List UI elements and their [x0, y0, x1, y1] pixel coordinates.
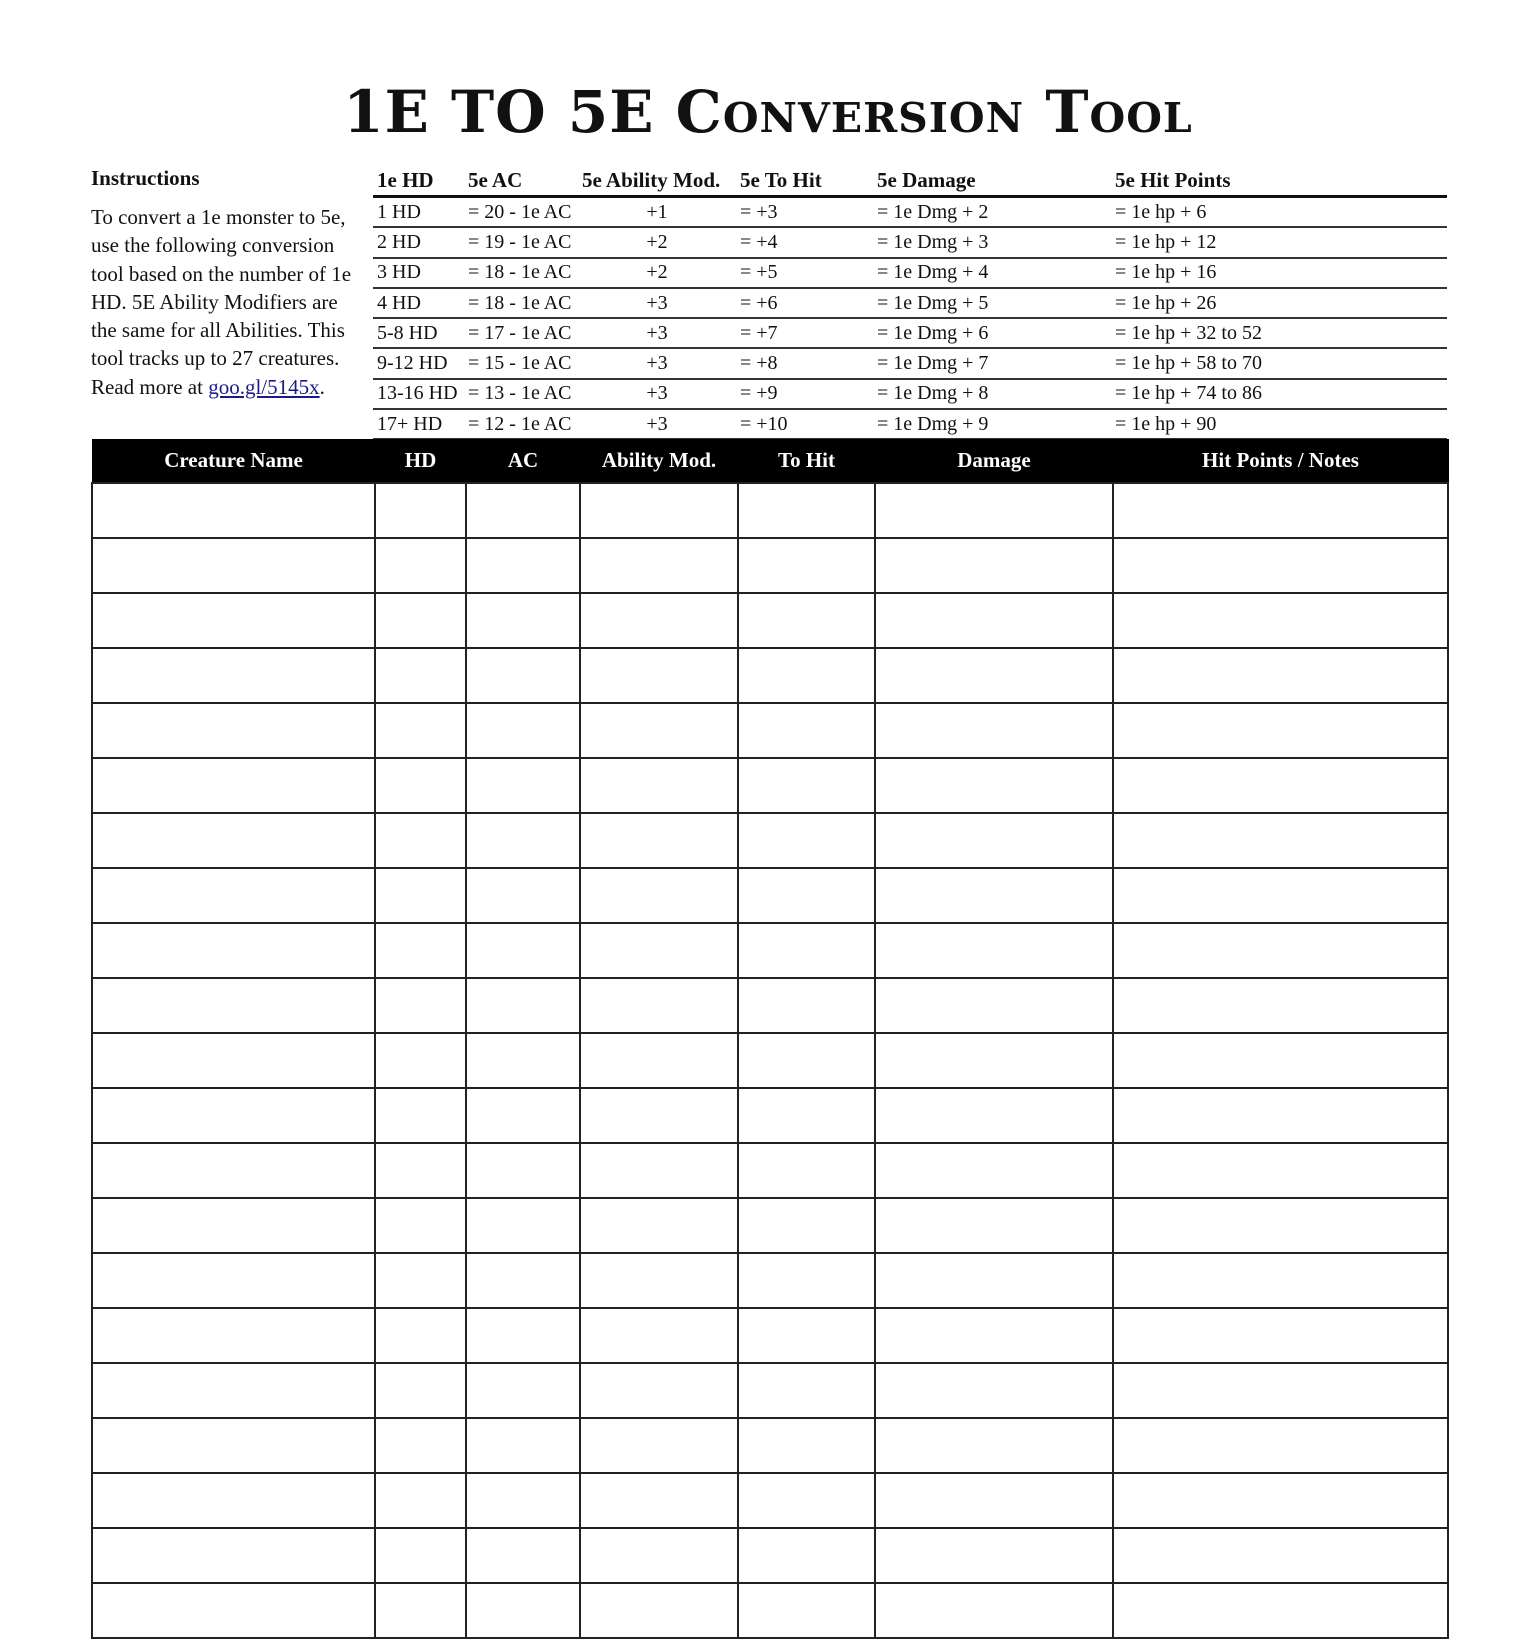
tracker-cell[interactable]	[466, 1308, 580, 1363]
tracker-header-cell: Damage	[875, 439, 1113, 483]
instructions-end: .	[319, 374, 325, 399]
ref-cell: = 1e Dmg + 3	[873, 227, 1111, 257]
tracker-cell[interactable]	[1113, 978, 1448, 1033]
tracker-cell[interactable]	[580, 813, 738, 868]
ref-cell: = 1e hp + 6	[1111, 197, 1447, 228]
tracker-cell[interactable]	[580, 703, 738, 758]
tracker-cell[interactable]	[580, 483, 738, 538]
tracker-row	[92, 1143, 1448, 1198]
ref-cell: = +5	[736, 258, 873, 288]
tracker-cell[interactable]	[875, 1253, 1113, 1308]
ref-cell: = 1e Dmg + 7	[873, 348, 1111, 378]
tracker-cell[interactable]	[92, 648, 375, 703]
tracker-cell[interactable]	[466, 483, 580, 538]
ref-cell: = 1e hp + 32 to 52	[1111, 318, 1447, 348]
tracker-cell[interactable]	[92, 1143, 375, 1198]
tracker-cell[interactable]	[1113, 1363, 1448, 1418]
ref-cell: = +10	[736, 409, 873, 439]
tracker-cell[interactable]	[580, 1253, 738, 1308]
tracker-cell[interactable]	[466, 813, 580, 868]
instructions-text	[91, 203, 361, 401]
tracker-cell[interactable]	[875, 1583, 1113, 1638]
ref-cell: = 18 - 1e AC	[464, 258, 578, 288]
tracker-cell[interactable]	[466, 538, 580, 593]
tracker-cell[interactable]	[466, 1418, 580, 1473]
tracker-cell[interactable]	[466, 1528, 580, 1583]
tracker-cell[interactable]	[375, 1308, 466, 1363]
ref-cell: +3	[578, 379, 736, 409]
tracker-cell[interactable]	[92, 703, 375, 758]
tracker-cell[interactable]	[1113, 868, 1448, 923]
tracker-cell[interactable]	[1113, 538, 1448, 593]
tracker-cell[interactable]	[1113, 923, 1448, 978]
tracker-cell[interactable]	[738, 1198, 875, 1253]
tracker-row	[92, 1528, 1448, 1583]
ref-cell: +1	[578, 197, 736, 228]
tracker-cell[interactable]	[375, 1418, 466, 1473]
tracker-cell[interactable]	[375, 758, 466, 813]
tracker-cell[interactable]	[738, 1583, 875, 1638]
tracker-cell[interactable]	[375, 1143, 466, 1198]
tracker-cell[interactable]	[1113, 593, 1448, 648]
tracker-cell[interactable]	[92, 593, 375, 648]
ref-cell: +2	[578, 258, 736, 288]
ref-cell: = +4	[736, 227, 873, 257]
tracker-cell[interactable]	[92, 1308, 375, 1363]
ref-cell: = 1e hp + 26	[1111, 288, 1447, 318]
tracker-cell[interactable]	[375, 813, 466, 868]
tracker-cell[interactable]	[875, 1088, 1113, 1143]
ref-header-cell: 5e To Hit	[736, 166, 873, 197]
tracker-row	[92, 923, 1448, 978]
tracker-cell[interactable]	[580, 978, 738, 1033]
ref-cell: = 1e hp + 58 to 70	[1111, 348, 1447, 378]
tracker-cell[interactable]	[580, 648, 738, 703]
tracker-row	[92, 648, 1448, 703]
ref-header-cell: 5e Damage	[873, 166, 1111, 197]
tracker-row	[92, 978, 1448, 1033]
tracker-cell[interactable]	[375, 868, 466, 923]
tracker-cell[interactable]	[466, 1033, 580, 1088]
tracker-cell[interactable]	[875, 868, 1113, 923]
tracker-row	[92, 1033, 1448, 1088]
ref-cell: = 17 - 1e AC	[464, 318, 578, 348]
ref-cell: = +7	[736, 318, 873, 348]
page-title	[0, 78, 1536, 146]
tracker-row	[92, 1583, 1448, 1638]
tracker-cell[interactable]	[875, 1363, 1113, 1418]
tracker-row	[92, 1473, 1448, 1528]
tracker-row	[92, 593, 1448, 648]
ref-row	[373, 379, 1447, 409]
tracker-cell[interactable]	[466, 1253, 580, 1308]
tracker-cell[interactable]	[580, 593, 738, 648]
tracker-cell[interactable]	[580, 1418, 738, 1473]
tracker-cell[interactable]	[466, 1088, 580, 1143]
tracker-cell[interactable]	[1113, 1473, 1448, 1528]
tracker-cell[interactable]	[580, 868, 738, 923]
tracker-cell[interactable]	[875, 1418, 1113, 1473]
tracker-cell[interactable]	[375, 1088, 466, 1143]
ref-row	[373, 258, 1447, 288]
tracker-cell[interactable]	[875, 813, 1113, 868]
ref-cell: = 13 - 1e AC	[464, 379, 578, 409]
ref-cell: = +3	[736, 197, 873, 228]
tracker-cell[interactable]	[1113, 1418, 1448, 1473]
ref-row	[373, 318, 1447, 348]
tracker-cell[interactable]	[466, 1583, 580, 1638]
tracker-cell[interactable]	[375, 1033, 466, 1088]
tracker-cell[interactable]	[875, 593, 1113, 648]
read-more-link[interactable]: goo.gl/5145x	[208, 374, 320, 399]
ref-cell: 4 HD	[373, 288, 464, 318]
tracker-cell[interactable]	[738, 923, 875, 978]
tracker-cell[interactable]	[466, 923, 580, 978]
ref-cell: = 1e Dmg + 4	[873, 258, 1111, 288]
tracker-cell[interactable]	[92, 1033, 375, 1088]
tracker-cell[interactable]	[375, 593, 466, 648]
tracker-row	[92, 1418, 1448, 1473]
tracker-header-cell: Creature Name	[92, 439, 375, 483]
tracker-cell[interactable]	[92, 1473, 375, 1528]
ref-cell: +2	[578, 227, 736, 257]
tracker-cell[interactable]	[1113, 483, 1448, 538]
tracker-row	[92, 1363, 1448, 1418]
tracker-cell[interactable]	[875, 978, 1113, 1033]
title-part1: 1E TO 5E	[343, 78, 676, 146]
tracker-cell[interactable]	[875, 703, 1113, 758]
tracker-cell[interactable]	[375, 648, 466, 703]
tracker-row	[92, 703, 1448, 758]
tracker-cell[interactable]	[738, 538, 875, 593]
tracker-header-cell: Hit Points / Notes	[1113, 439, 1448, 483]
tracker-cell[interactable]	[1113, 1033, 1448, 1088]
tracker-cell[interactable]	[875, 1473, 1113, 1528]
tracker-cell[interactable]	[580, 1198, 738, 1253]
tracker-header-cell: To Hit	[738, 439, 875, 483]
tracker-cell[interactable]	[466, 758, 580, 813]
ref-cell: = 1e Dmg + 5	[873, 288, 1111, 318]
ref-header-cell: 1e HD	[373, 166, 464, 197]
tracker-header-cell: Ability Mod.	[580, 439, 738, 483]
tracker-cell[interactable]	[92, 1418, 375, 1473]
tracker-cell[interactable]	[580, 1363, 738, 1418]
tracker-cell[interactable]	[1113, 1308, 1448, 1363]
tracker-cell[interactable]	[375, 538, 466, 593]
tracker-cell[interactable]	[375, 1198, 466, 1253]
ref-cell: +3	[578, 288, 736, 318]
tracker-cell[interactable]	[1113, 703, 1448, 758]
tracker-cell[interactable]	[466, 868, 580, 923]
ref-cell: = 12 - 1e AC	[464, 409, 578, 439]
ref-cell: = 1e hp + 74 to 86	[1111, 379, 1447, 409]
tracker-cell[interactable]	[1113, 1198, 1448, 1253]
tracker-cell[interactable]	[580, 1528, 738, 1583]
tracker-cell[interactable]	[375, 923, 466, 978]
tracker-cell[interactable]	[1113, 1253, 1448, 1308]
tracker-header-cell: AC	[466, 439, 580, 483]
tracker-cell[interactable]	[375, 483, 466, 538]
ref-header-cell: 5e AC	[464, 166, 578, 197]
ref-cell: 9-12 HD	[373, 348, 464, 378]
ref-cell: 17+ HD	[373, 409, 464, 439]
creature-tracker-table	[91, 439, 1449, 1639]
tracker-cell[interactable]	[92, 483, 375, 538]
tracker-cell[interactable]	[738, 648, 875, 703]
tracker-cell[interactable]	[738, 1033, 875, 1088]
tracker-cell[interactable]	[738, 978, 875, 1033]
title-part2: Conversion Tool	[675, 78, 1193, 146]
tracker-cell[interactable]	[466, 703, 580, 758]
tracker-cell[interactable]	[738, 1473, 875, 1528]
tracker-cell[interactable]	[92, 978, 375, 1033]
tracker-row	[92, 483, 1448, 538]
tracker-cell[interactable]	[738, 758, 875, 813]
tracker-cell[interactable]	[580, 1088, 738, 1143]
ref-cell: = 1e Dmg + 9	[873, 409, 1111, 439]
ref-cell: = +9	[736, 379, 873, 409]
tracker-cell[interactable]	[580, 758, 738, 813]
tracker-cell[interactable]	[738, 483, 875, 538]
tracker-cell[interactable]	[875, 1143, 1113, 1198]
tracker-cell[interactable]	[580, 1583, 738, 1638]
tracker-cell[interactable]	[738, 813, 875, 868]
tracker-cell[interactable]	[92, 1528, 375, 1583]
tracker-cell[interactable]	[580, 538, 738, 593]
tracker-cell[interactable]	[875, 1033, 1113, 1088]
tracker-cell[interactable]	[580, 1308, 738, 1363]
ref-cell: = 1e hp + 12	[1111, 227, 1447, 257]
ref-cell: = 1e hp + 90	[1111, 409, 1447, 439]
ref-cell: 2 HD	[373, 227, 464, 257]
tracker-cell[interactable]	[738, 1253, 875, 1308]
tracker-cell[interactable]	[580, 1033, 738, 1088]
ref-cell: +3	[578, 318, 736, 348]
ref-cell: = 1e Dmg + 6	[873, 318, 1111, 348]
tracker-cell[interactable]	[375, 1363, 466, 1418]
tracker-cell[interactable]	[92, 758, 375, 813]
tracker-cell[interactable]	[466, 648, 580, 703]
tracker-cell[interactable]	[875, 758, 1113, 813]
tracker-cell[interactable]	[738, 593, 875, 648]
tracker-cell[interactable]	[1113, 648, 1448, 703]
tracker-row	[92, 1088, 1448, 1143]
tracker-row	[92, 758, 1448, 813]
tracker-cell[interactable]	[1113, 1528, 1448, 1583]
tracker-row	[92, 538, 1448, 593]
ref-cell: +3	[578, 409, 736, 439]
tracker-cell[interactable]	[738, 1308, 875, 1363]
ref-row	[373, 409, 1447, 439]
ref-cell: = 18 - 1e AC	[464, 288, 578, 318]
tracker-cell[interactable]	[466, 1473, 580, 1528]
tracker-cell[interactable]	[580, 923, 738, 978]
tracker-cell[interactable]	[875, 1308, 1113, 1363]
tracker-header-cell: HD	[375, 439, 466, 483]
tracker-cell[interactable]	[466, 1143, 580, 1198]
tracker-cell[interactable]	[1113, 1583, 1448, 1638]
tracker-cell[interactable]	[466, 1198, 580, 1253]
tracker-row	[92, 1308, 1448, 1363]
tracker-cell[interactable]	[466, 593, 580, 648]
ref-header-cell: 5e Ability Mod.	[578, 166, 736, 197]
tracker-cell[interactable]	[375, 1253, 466, 1308]
instructions-heading: Instructions	[91, 166, 200, 190]
tracker-cell[interactable]	[92, 1583, 375, 1638]
conversion-reference-table	[373, 166, 1447, 440]
tracker-cell[interactable]	[580, 1473, 738, 1528]
tracker-cell[interactable]	[580, 1143, 738, 1198]
tracker-cell[interactable]	[738, 868, 875, 923]
ref-cell: 5-8 HD	[373, 318, 464, 348]
tracker-cell[interactable]	[466, 978, 580, 1033]
tracker-row	[92, 868, 1448, 923]
tracker-cell[interactable]	[1113, 1143, 1448, 1198]
tracker-cell[interactable]	[738, 1088, 875, 1143]
ref-cell: = 1e hp + 16	[1111, 258, 1447, 288]
tracker-cell[interactable]	[466, 1363, 580, 1418]
ref-cell: 1 HD	[373, 197, 464, 228]
ref-cell: = +6	[736, 288, 873, 318]
ref-cell: = 15 - 1e AC	[464, 348, 578, 378]
ref-row	[373, 197, 1447, 228]
tracker-cell[interactable]	[375, 978, 466, 1033]
tracker-cell[interactable]	[92, 868, 375, 923]
ref-cell: +3	[578, 348, 736, 378]
tracker-cell[interactable]	[738, 703, 875, 758]
ref-header-cell: 5e Hit Points	[1111, 166, 1447, 197]
tracker-cell[interactable]	[738, 1418, 875, 1473]
instructions-body: To convert a 1e monster to 5e, use the following conversion tool based on the number of 1e HD. 5E Ability Modifiers are the same for all Abilities. This tool tracks up to 27 creatures. Read more at	[91, 205, 352, 399]
tracker-cell[interactable]	[875, 648, 1113, 703]
ref-cell: 13-16 HD	[373, 379, 464, 409]
tracker-cell[interactable]	[1113, 813, 1448, 868]
ref-cell: = 20 - 1e AC	[464, 197, 578, 228]
ref-row	[373, 227, 1447, 257]
tracker-cell[interactable]	[875, 538, 1113, 593]
tracker-cell[interactable]	[875, 923, 1113, 978]
tracker-cell[interactable]	[738, 1363, 875, 1418]
tracker-row	[92, 1198, 1448, 1253]
tracker-cell[interactable]	[1113, 758, 1448, 813]
tracker-cell[interactable]	[92, 1363, 375, 1418]
tracker-cell[interactable]	[738, 1528, 875, 1583]
tracker-cell[interactable]	[875, 483, 1113, 538]
ref-cell: 3 HD	[373, 258, 464, 288]
tracker-cell[interactable]	[92, 923, 375, 978]
tracker-cell[interactable]	[92, 1198, 375, 1253]
tracker-cell[interactable]	[375, 1583, 466, 1638]
tracker-cell[interactable]	[375, 703, 466, 758]
tracker-row	[92, 1253, 1448, 1308]
tracker-cell[interactable]	[92, 813, 375, 868]
tracker-cell[interactable]	[875, 1528, 1113, 1583]
instructions-panel	[91, 166, 361, 401]
tracker-cell[interactable]	[738, 1143, 875, 1198]
tracker-cell[interactable]	[375, 1473, 466, 1528]
ref-cell: = 1e Dmg + 2	[873, 197, 1111, 228]
tracker-row	[92, 813, 1448, 868]
ref-cell: = 19 - 1e AC	[464, 227, 578, 257]
ref-row	[373, 348, 1447, 378]
tracker-cell[interactable]	[1113, 1088, 1448, 1143]
tracker-cell[interactable]	[92, 1088, 375, 1143]
ref-cell: = +8	[736, 348, 873, 378]
ref-row	[373, 288, 1447, 318]
ref-cell: = 1e Dmg + 8	[873, 379, 1111, 409]
tracker-cell[interactable]	[375, 1528, 466, 1583]
tracker-cell[interactable]	[92, 538, 375, 593]
tracker-cell[interactable]	[92, 1253, 375, 1308]
tracker-cell[interactable]	[875, 1198, 1113, 1253]
